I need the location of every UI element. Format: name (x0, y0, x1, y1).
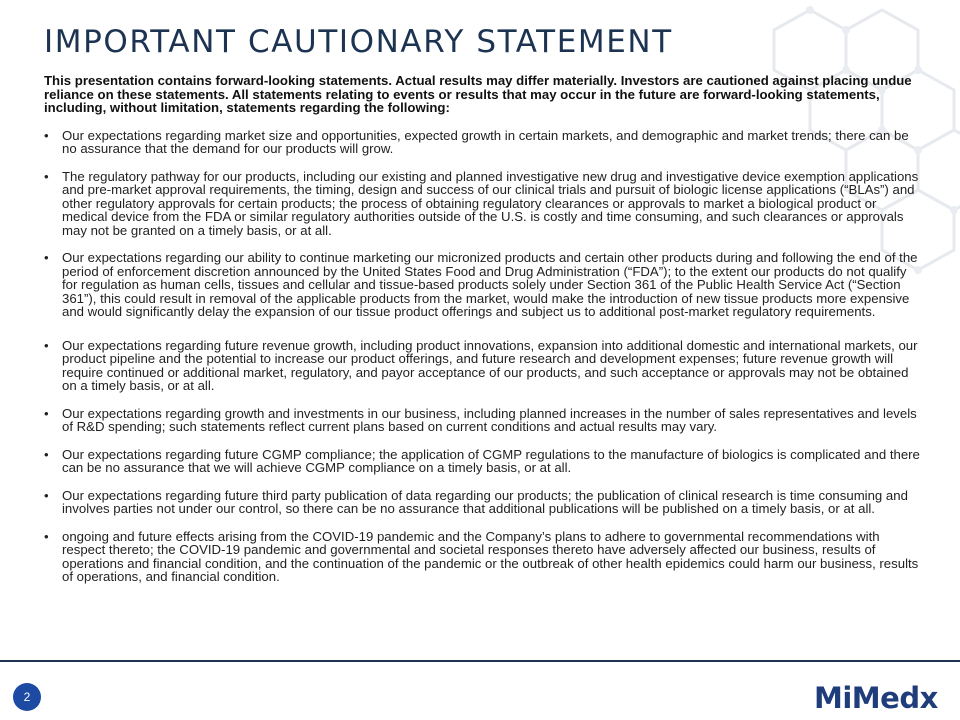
slide-title: IMPORTANT CAUTIONARY STATEMENT (44, 24, 673, 60)
list-item: • Our expectations regarding future revenue growth, including product innovations, expansion into additional domestic and international markets, our product pipeline and the potential to increase our product offerings, and future research and development expenses; future revenue growth will require continued or additional market, regulatory, and payor acceptance of our products, and such acceptance or approvals may not be obtained on a timely basis, or at all. (44, 337, 918, 393)
bullet-marker: • (44, 487, 49, 503)
list-item: • Our expectations regarding future third party publication of data regarding our products; the publication of clinical research is time consuming and involves parties not under our control, so there can be no assurance that additional publications will be published on a timely basis, or at all. (44, 487, 908, 516)
slide-body (44, 74, 922, 598)
logo-wordmark: MiMedx (814, 681, 938, 715)
bullet-marker: • (44, 528, 49, 544)
bullet-marker: • (44, 337, 49, 353)
list-item: • The regulatory pathway for our products, including our existing and planned investigative new drug and investigative device exemption applications and pre-market approval requirements, the timing, design and success of our clinical trials and pursuit of biologic license applications (“BLAs”) and other regulatory approvals for certain products; the process of obtaining regulatory clearances or approvals to market a biological product or medical device from the FDA or similar regulatory authorities outside of the U.S. is costly and time consuming, and such clearances or approvals may not be granted on a timely basis, or at all. (44, 168, 919, 238)
bullet-marker: • (44, 250, 49, 265)
bullet-marker: • (44, 405, 49, 421)
list-item: • ongoing and future effects arising from the COVID-19 pandemic and the Company’s plans to adhere to governmental recommendations with respect thereto; the COVID-19 pandemic and governmental and societal responses thereto have adversely affected our business, results of operations and financial condition, and the continuation of the pandemic or the outbreak of other health epidemics could harm our business, results of operations, and financial condition. (44, 528, 919, 584)
statement-list (44, 129, 922, 584)
list-item: • Our expectations regarding market size and opportunities, expected growth in certain markets, and demographic and market trends; there can be no assurance that the demand for our products will grow. (44, 127, 909, 156)
bullet-marker: • (44, 127, 49, 143)
list-item: • Our expectations regarding future CGMP compliance; the application of CGMP regulations to the manufacture of biologics is complicated and there can be no assurance that we will achieve CGMP compliance on a timely basis, or at all. (44, 446, 920, 475)
page-number-badge: 2 (13, 683, 41, 711)
footer-divider (0, 660, 960, 662)
mimedx-logo (814, 682, 944, 714)
bullet-marker: • (44, 446, 49, 462)
bullet-marker: • (44, 168, 49, 184)
list-item: • Our expectations regarding growth and investments in our business, including planned increases in the number of sales representatives and levels of R&D spending; such statements reflect current plans based on current conditions and actual results may vary. (44, 405, 917, 434)
intro-paragraph: This presentation contains forward-looking statements. Actual results may differ materially. Investors are cautioned against placing undue reliance on these statements. All statements relating to events or results that may occur in the future are forward-looking statements, including, without limitation, statements regarding the following: (44, 73, 912, 115)
list-item: • Our expectations regarding our ability to continue marketing our micronized products and certain other products during and following the end of the period of enforcement discretion announced by the United States Food and Drug Administration (“FDA”); to the extent our products do not qualify for regulation as human cells, tissues and cellular and tissue-based products solely under Section 361 of the Public Health Service Act (“Section 361”), this could result in removal of the applicable products from the market, would make the introduction of new tissue products more expensive and would significantly delay the expansion of our tissue product offerings and subject us to additional post-market regulatory requirements. (44, 250, 918, 319)
